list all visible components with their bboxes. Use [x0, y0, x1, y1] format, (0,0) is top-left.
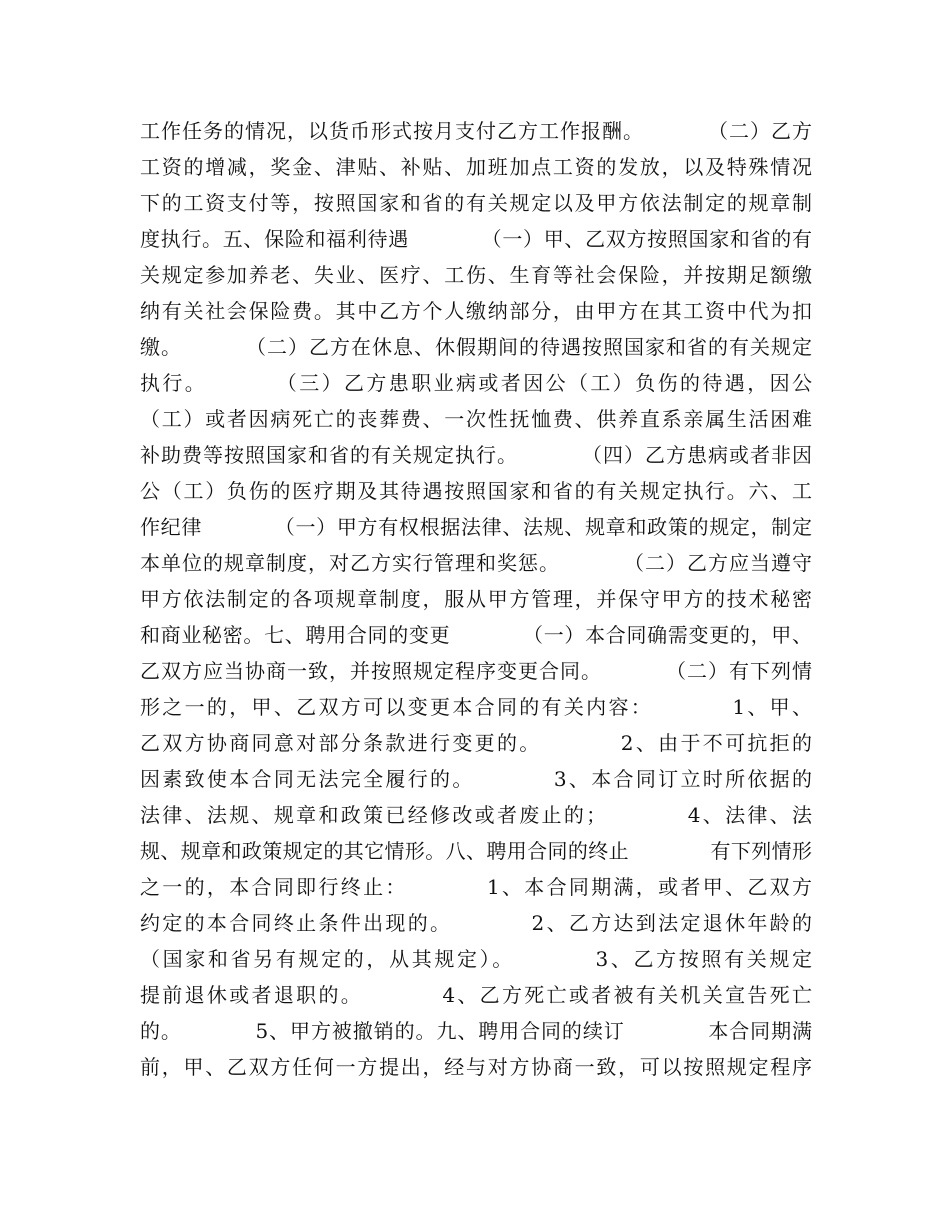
text-line: 度执行。五、保险和福利待遇 （一）甲、乙双方按照国家和省的有	[140, 227, 812, 251]
text-line: 工作任务的情况，以货币形式按月支付乙方工作报酬。 （二）乙方	[140, 119, 812, 143]
text-line: 因素致使本合同无法完全履行的。 3、本合同订立时所依据的	[140, 767, 812, 791]
text-line: 前，甲、乙双方任何一方提出，经与对方协商一致，可以按照规定程序	[140, 1055, 812, 1079]
contract-body-text	[140, 113, 812, 1085]
text-line: 工资的增减，奖金、津贴、补贴、加班加点工资的发放，以及特殊情况	[140, 155, 812, 179]
text-line: 规、规章和政策规定的其它情形。八、聘用合同的终止 有下列情形	[140, 839, 812, 863]
text-line: 补助费等按照国家和省的有关规定执行。 （四）乙方患病或者非因	[140, 443, 812, 467]
text-line: （工）或者因病死亡的丧葬费、一次性抚恤费、供养直系亲属生活困难	[140, 407, 812, 431]
text-line: 公（工）负伤的医疗期及其待遇按照国家和省的有关规定执行。六、工	[140, 479, 812, 503]
text-line: 形之一的，甲、乙双方可以变更本合同的有关内容： 1、甲、	[140, 695, 812, 719]
text-line: 的。 5、甲方被撤销的。九、聘用合同的续订 本合同期满	[140, 1019, 812, 1043]
text-line: 甲方依法制定的各项规章制度，服从甲方管理，并保守甲方的技术秘密	[140, 587, 812, 611]
text-line: 本单位的规章制度，对乙方实行管理和奖惩。 （二）乙方应当遵守	[140, 551, 812, 575]
text-line: 提前退休或者退职的。 4、乙方死亡或者被有关机关宣告死亡	[140, 983, 812, 1007]
text-line: 作纪律 （一）甲方有权根据法律、法规、规章和政策的规定，制定	[140, 515, 812, 539]
text-line: 关规定参加养老、失业、医疗、工伤、生育等社会保险，并按期足额缴	[140, 263, 812, 287]
text-line: 乙双方协商同意对部分条款进行变更的。 2、由于不可抗拒的	[140, 731, 812, 755]
text-line: 乙双方应当协商一致，并按照规定程序变更合同。 （二）有下列情	[140, 659, 812, 683]
text-line: 缴。 （二）乙方在休息、休假期间的待遇按照国家和省的有关规定	[140, 335, 812, 359]
text-line: （国家和省另有规定的，从其规定）。 3、乙方按照有关规定	[140, 947, 812, 971]
text-line: 执行。 （三）乙方患职业病或者因公（工）负伤的待遇，因公	[140, 371, 812, 395]
text-line: 纳有关社会保险费。其中乙方个人缴纳部分，由甲方在其工资中代为扣	[140, 299, 812, 323]
text-line: 之一的，本合同即行终止： 1、本合同期满，或者甲、乙双方	[140, 875, 812, 899]
text-line: 法律、法规、规章和政策已经修改或者废止的； 4、法律、法	[140, 803, 812, 827]
text-line: 约定的本合同终止条件出现的。 2、乙方达到法定退休年龄的	[140, 911, 812, 935]
text-line: 和商业秘密。七、聘用合同的变更 （一）本合同确需变更的，甲、	[140, 623, 812, 647]
text-line: 下的工资支付等，按照国家和省的有关规定以及甲方依法制定的规章制	[140, 191, 812, 215]
